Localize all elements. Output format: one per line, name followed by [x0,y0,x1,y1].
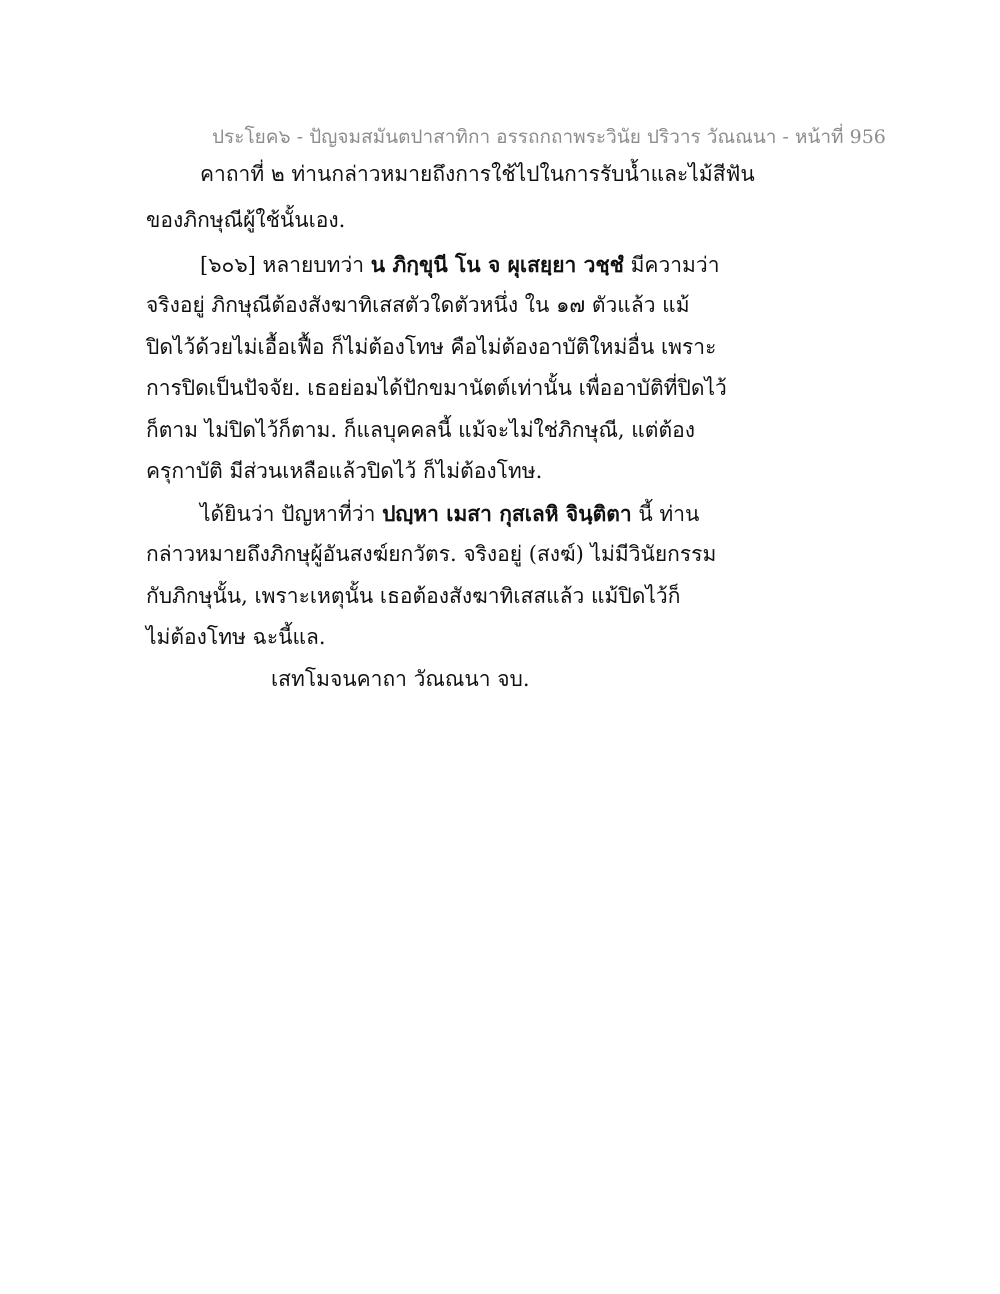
paragraph-2-line-1-suffix: มีความว่า [623,252,720,277]
closing-line: เสทโมจนคาถา วัณณนา จบ. [271,666,530,691]
paragraph-3-line-4: ไม่ต้องโทษ ฉะนี้แล. [146,625,326,649]
body-text [146,154,755,700]
paragraph-2-line-1-prefix: [๖๐๖] หลายบทว่า [200,252,371,277]
pali-quote-1: น ภิกฺขุนี โน จ ผุเสยฺยา วชฺชํ [370,251,624,277]
paragraph-2-line-4: การปิดเป็นปัจจัย. เธอย่อมได้ปักขมานัตต์เท่านั้น เพื่ออาบัติที่ปิดไว้ [146,376,727,400]
paragraph-2-line-1 [146,244,720,286]
paragraph-3-line-1 [146,493,706,535]
running-header: ประโยค๖ - ปัญจมสมันตปาสาทิกา อรรถกถาพระวินัย ปริวาร วัณณนา - หน้าที่ 956 [212,126,886,148]
paragraph-3-line-3: กับภิกษุนั้น, เพราะเหตุนั้น เธอต้องสังฆาทิเสสแล้ว แม้ปิดไว้ก็ [146,583,681,608]
paragraph-3-line-2: กล่าวหมายถึงภิกษุผู้อันสงฆ์ยกวัตร. จริงอยู่ (สงฆ์) ไม่มีวินัยกรรม [146,542,717,566]
pali-quote-2: ปญฺหา เมสา กุสเลหิ จินฺติตา [382,500,632,526]
paragraph-2-line-3: ปิดไว้ด้วยไม่เอื้อเฟื้อ ก็ไม่ต้องโทษ คือไม่ต้องอาบัติใหม่อื่น เพราะ [146,334,717,359]
paragraph-3-line-1-suffix: นี้ ท่าน [631,501,700,526]
paragraph-2-line-2: จริงอยู่ ภิกษุณีต้องสังฆาทิเสสตัวใดตัวหนึ่ง ใน ๑๗ ตัวแล้ว แม้ [146,293,690,317]
paragraph-2-line-6: ครุกาบัติ มีส่วนเหลือแล้วปิดไว้ ก็ไม่ต้องโทษ. [146,459,543,483]
paragraph-2-line-5: ก็ตาม ไม่ปิดไว้ก็ตาม. ก็แลบุคคลนี้ แม้จะไม่ใช่ภิกษุณี, แต่ต้อง [146,417,695,442]
paragraph-3-line-1-prefix: ได้ยินว่า ปัญหาที่ว่า [200,501,383,526]
paragraph-1-line-2: ของภิกษุณีผู้ใช้นั้นเอง. [146,207,346,232]
paragraph-1-line-1: คาถาที่ ๒ ท่านกล่าวหมายถึงการใช้ไปในการรับน้ำและไม้สีฟัน [200,162,755,186]
